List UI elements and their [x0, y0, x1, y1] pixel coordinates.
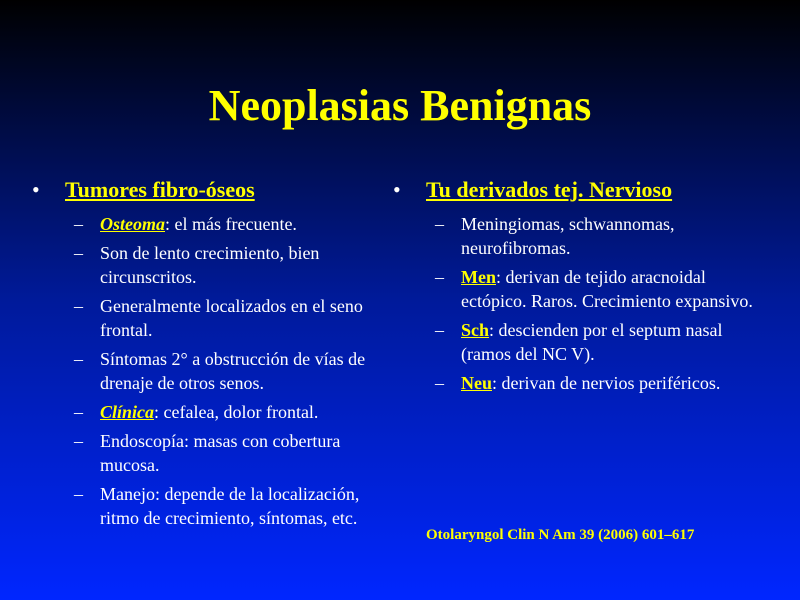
list-item	[32, 294, 382, 342]
dash-icon: –	[435, 373, 444, 393]
reference-citation: Otolaryngol Clin N Am 39 (2006) 601–617	[426, 527, 695, 543]
bullet-icon: •	[32, 177, 40, 202]
left-column	[32, 176, 382, 535]
dash-icon: –	[74, 431, 83, 451]
left-heading-text: Tumores fibro-óseos	[65, 177, 255, 202]
dash-icon: –	[74, 349, 83, 369]
list-item-text: : cefalea, dolor frontal.	[154, 402, 319, 422]
bullet-icon: •	[393, 177, 401, 202]
list-item	[32, 429, 382, 477]
dash-icon: –	[74, 484, 83, 504]
list-item	[32, 212, 382, 236]
list-item	[393, 318, 773, 366]
left-heading	[32, 176, 382, 204]
right-sub-list	[393, 212, 773, 395]
list-item-text: : derivan de nervios periféricos.	[492, 373, 721, 393]
list-item	[393, 371, 773, 395]
list-item-text: Endoscopía: masas con cobertura mucosa.	[100, 431, 341, 475]
list-item	[32, 347, 382, 395]
keyword: Osteoma	[100, 214, 165, 234]
list-item-text: : derivan de tejido aracnoidal ectópico. Raros. Crecimiento expansivo.	[461, 267, 753, 311]
keyword: Men	[461, 267, 496, 287]
list-item	[393, 212, 773, 260]
list-item	[32, 400, 382, 424]
right-heading	[393, 176, 773, 204]
dash-icon: –	[435, 214, 444, 234]
slide-title: Neoplasias Benignas	[208, 81, 592, 130]
dash-icon: –	[74, 402, 83, 422]
list-item-text: : el más frecuente.	[165, 214, 297, 234]
list-item	[393, 265, 773, 313]
keyword: Sch	[461, 320, 490, 340]
dash-icon: –	[74, 214, 83, 234]
dash-icon: –	[74, 243, 83, 263]
list-item-text: Generalmente localizados en el seno frontal.	[100, 296, 363, 340]
list-item-text: Meningiomas, schwannomas, neurofibromas.	[461, 214, 675, 258]
right-heading-text: Tu derivados tej. Nervioso	[426, 177, 673, 202]
keyword: Neu	[461, 373, 492, 393]
dash-icon: –	[435, 320, 444, 340]
dash-icon: –	[74, 296, 83, 316]
list-item-text: : descienden por el septum nasal (ramos del NC V).	[461, 320, 723, 364]
left-sub-list	[32, 212, 382, 530]
list-item-text: Son de lento crecimiento, bien circunscritos.	[100, 243, 320, 287]
dash-icon: –	[435, 267, 444, 287]
list-item	[32, 482, 382, 530]
list-item-text: Síntomas 2° a obstrucción de vías de drenaje de otros senos.	[100, 349, 366, 393]
right-column	[393, 176, 773, 400]
list-item-text: Manejo: depende de la localización, ritmo de crecimiento, síntomas, etc.	[100, 484, 360, 528]
list-item	[32, 241, 382, 289]
keyword: Clínica	[100, 402, 155, 422]
